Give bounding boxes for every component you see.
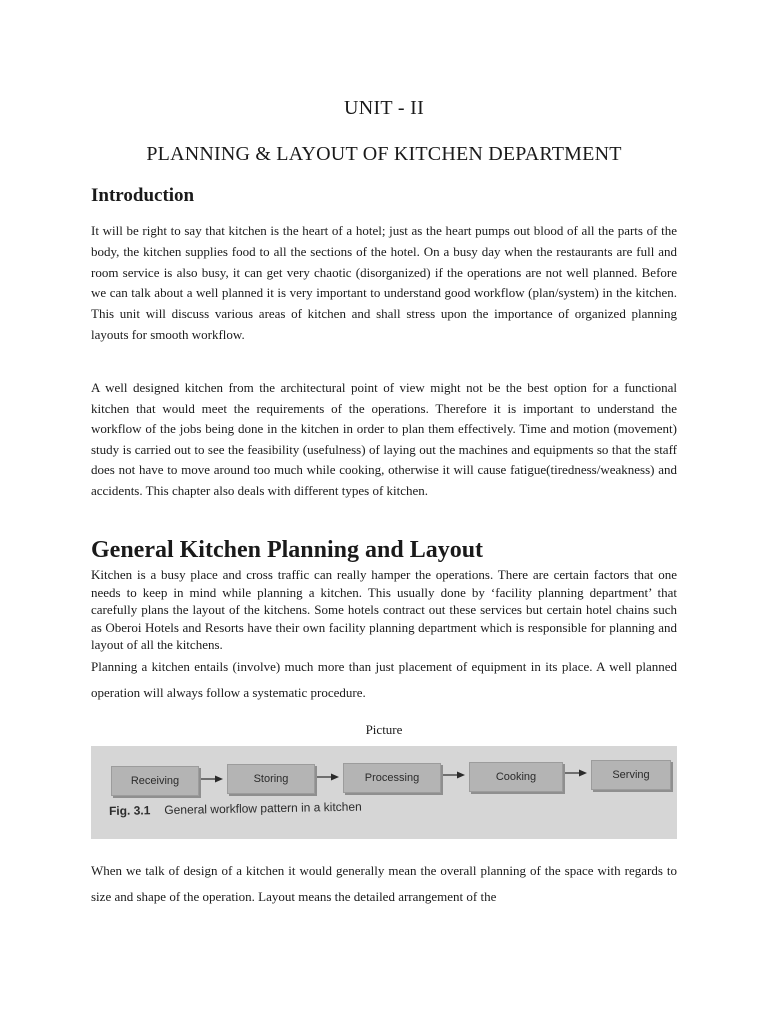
workflow-step-cooking: Cooking	[469, 762, 563, 792]
workflow-step-serving: Serving	[591, 760, 671, 790]
workflow-step-processing: Processing	[343, 763, 441, 793]
introduction-paragraph-2: A well designed kitchen from the architectural point of view might not be the best option for a functional kitchen that would meet the requirements of the operations. Therefore it is important to understand the workflow of the jobs being done in the kitchen in order to plan them effectively. Time and motion (movement) study is carried out to see the feasibility (usefulness) of laying out the machines and equipments so that the staff does not have to move around too much while cooking, otherwise it will cause fatigue(tiredness/weakness) and accidents. This chapter also deals with different types of kitchen.	[91, 380, 677, 498]
arrow-right-icon	[201, 774, 223, 784]
figure-number: Fig. 3.1	[108, 803, 151, 818]
general-planning-paragraph-2: Planning a kitchen entails (involve) much more than just placement of equipment in its place. A well planned operation will always follow a systematic procedure.	[91, 659, 677, 700]
workflow-diagram	[111, 762, 671, 792]
introduction-heading: Introduction	[91, 185, 195, 206]
workflow-figure	[91, 746, 677, 839]
arrow-right-icon	[443, 770, 465, 780]
workflow-step-receiving: Receiving	[111, 766, 199, 796]
figure-caption	[109, 800, 362, 818]
chapter-title: PLANNING & LAYOUT OF KITCHEN DEPARTMENT	[146, 143, 622, 165]
workflow-step-storing: Storing	[227, 764, 315, 794]
general-planning-heading: General Kitchen Planning and Layout	[91, 537, 484, 563]
unit-title: UNIT - II	[343, 97, 425, 119]
general-planning-paragraph-1: Kitchen is a busy place and cross traffic can really hamper the operations. There are certain factors that one needs to keep in mind while planning a kitchen. This usually done by ‘facility planning department’ that carefully plans the layout of the kitchens. Some hotels contract out these services but certain hotel chains such as Oberoi Hotels and Resorts have their own facility planning department which is responsible for planning and layout of all the kitchens.	[91, 567, 677, 653]
arrow-right-icon	[317, 772, 339, 782]
figure-caption-text: General workflow pattern in a kitchen	[164, 799, 362, 818]
closing-paragraph: When we talk of design of a kitchen it would generally mean the overall planning of the space with regards to size and shape of the operation. Layout means the detailed arrangement of the	[91, 863, 677, 904]
introduction-paragraph-1: It will be right to say that kitchen is the heart of a hotel; just as the heart pumps out blood of all the parts of the body, the kitchen supplies food to all the sections of the hotel. On a busy day when the restaurants are full and room service is also busy, it can get very chaotic (disorganized) if the operations are not well planned. Before we can talk about a well planned it is very important to understand good workflow (plan/system) in the kitchen. This unit will discuss various areas of kitchen and shall stress upon the importance of organized planning layouts for smooth workflow.	[91, 223, 677, 342]
arrow-right-icon	[565, 768, 587, 778]
picture-label: Picture	[365, 722, 403, 737]
